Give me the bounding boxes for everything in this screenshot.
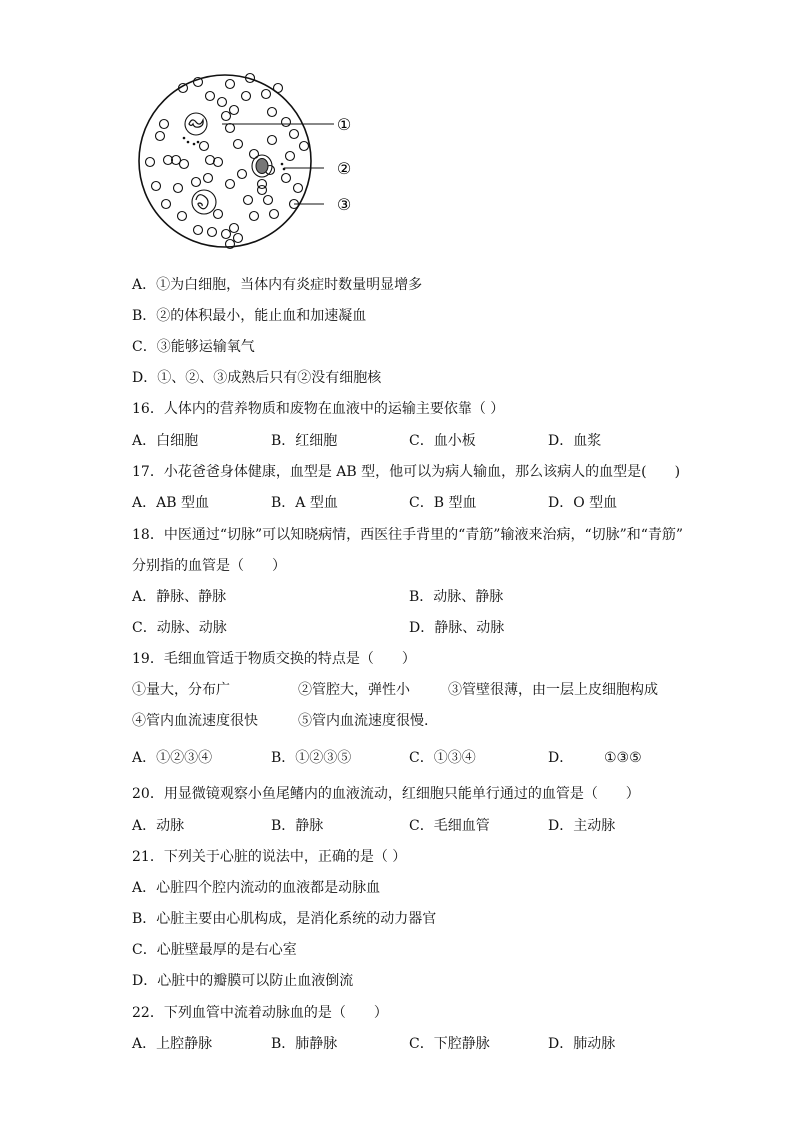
q15-option-b: B．②的体积最小，能止血和加速凝血 xyxy=(132,308,367,324)
q19-option-d-value: ①③⑤ xyxy=(604,750,642,766)
q20-option-a: A．动脉 xyxy=(132,818,185,834)
q17-option-c: C．B 型血 xyxy=(409,495,477,511)
q18-stem-line2: 分别指的血管是（ ） xyxy=(132,558,286,574)
red-blood-cells xyxy=(146,74,309,249)
q16-option-c: C．血小板 xyxy=(409,433,476,449)
q19-item-1: ①量大，分布广 xyxy=(132,682,230,698)
q18-stem-line1: 18．中医通过“切脉”可以知晓病情，西医往手背里的“青筋”输液来治病，“切脉”和“青筋” xyxy=(132,527,684,543)
blood-smear-figure xyxy=(138,66,378,256)
label-2: ② xyxy=(336,159,352,178)
q17-option-b: B．A 型血 xyxy=(271,495,338,511)
q15-option-d: D．①、②、③成熟后只有②没有细胞核 xyxy=(132,370,382,386)
leader-lines xyxy=(222,124,334,204)
q18-option-a: A．静脉、静脉 xyxy=(132,589,227,605)
q19-item-2: ②管腔大，弹性小 xyxy=(298,682,410,698)
q18-option-c: C．动脉、动脉 xyxy=(132,620,227,636)
q21-stem: 21．下列关于心脏的说法中，正确的是（ ） xyxy=(132,849,407,865)
q19-option-a: A．①②③④ xyxy=(132,750,213,766)
label-3: ③ xyxy=(336,195,352,214)
q16-option-d: D．血浆 xyxy=(548,433,602,449)
q20-option-c: C．毛细血管 xyxy=(409,818,490,834)
q20-option-d: D．主动脉 xyxy=(548,818,616,834)
q15-option-c: C．③能够运输氧气 xyxy=(132,339,255,355)
q22-option-b: B．肺静脉 xyxy=(271,1036,338,1052)
q22-stem: 22．下列血管中流着动脉血的是（ ） xyxy=(132,1005,388,1021)
q21-option-b: B．心脏主要由心肌构成，是消化系统的动力器官 xyxy=(132,911,437,927)
q21-option-d: D．心脏中的瓣膜可以防止血液倒流 xyxy=(132,973,354,989)
q22-option-a: A．上腔静脉 xyxy=(132,1036,213,1052)
q16-option-a: A．白细胞 xyxy=(132,433,199,449)
q15-option-a: A．①为白细胞，当体内有炎症时数量明显增多 xyxy=(132,277,423,293)
q19-item-3: ③管壁很薄，由一层上皮细胞构成 xyxy=(448,682,658,698)
q17-stem: 17．小花爸爸身体健康，血型是 AB 型，他可以为病人输血，那么该病人的血型是( ) xyxy=(132,464,681,480)
q21-option-c: C．心脏壁最厚的是右心室 xyxy=(132,942,297,958)
q19-option-d-label: D． xyxy=(548,750,574,766)
q21-option-a: A．心脏四个腔内流动的血液都是动脉血 xyxy=(132,880,381,896)
q20-option-b: B．静脉 xyxy=(271,818,324,834)
q19-option-b: B．①②③⑤ xyxy=(271,750,352,766)
q19-stem: 19．毛细血管适于物质交换的特点是（ ） xyxy=(132,651,416,667)
q20-stem: 20．用显微镜观察小鱼尾鳍内的血液流动，红细胞只能单行通过的血管是（ ） xyxy=(132,786,640,802)
q18-option-b: B．动脉、静脉 xyxy=(409,589,504,605)
q22-option-d: D．肺动脉 xyxy=(548,1036,616,1052)
q17-option-a: A．AB 型血 xyxy=(132,495,209,511)
white-blood-cell-1 xyxy=(185,113,207,135)
q18-option-d: D．静脉、动脉 xyxy=(409,620,505,636)
blood-smear-diagram xyxy=(138,66,378,256)
q19-item-5: ⑤管内血流速度很慢. xyxy=(298,713,429,729)
q22-option-c: C．下腔静脉 xyxy=(409,1036,490,1052)
field-of-view-circle xyxy=(139,75,311,247)
q16-option-b: B．红细胞 xyxy=(271,433,338,449)
label-1: ① xyxy=(336,115,352,134)
q16-stem: 16．人体内的营养物质和废物在血液中的运输主要依靠（ ） xyxy=(132,401,505,417)
q19-option-c: C．①③④ xyxy=(409,750,476,766)
q17-option-d: D．O 型血 xyxy=(548,495,618,511)
q19-item-4: ④管内血流速度很快 xyxy=(132,713,258,729)
white-blood-cell-2 xyxy=(192,190,216,214)
